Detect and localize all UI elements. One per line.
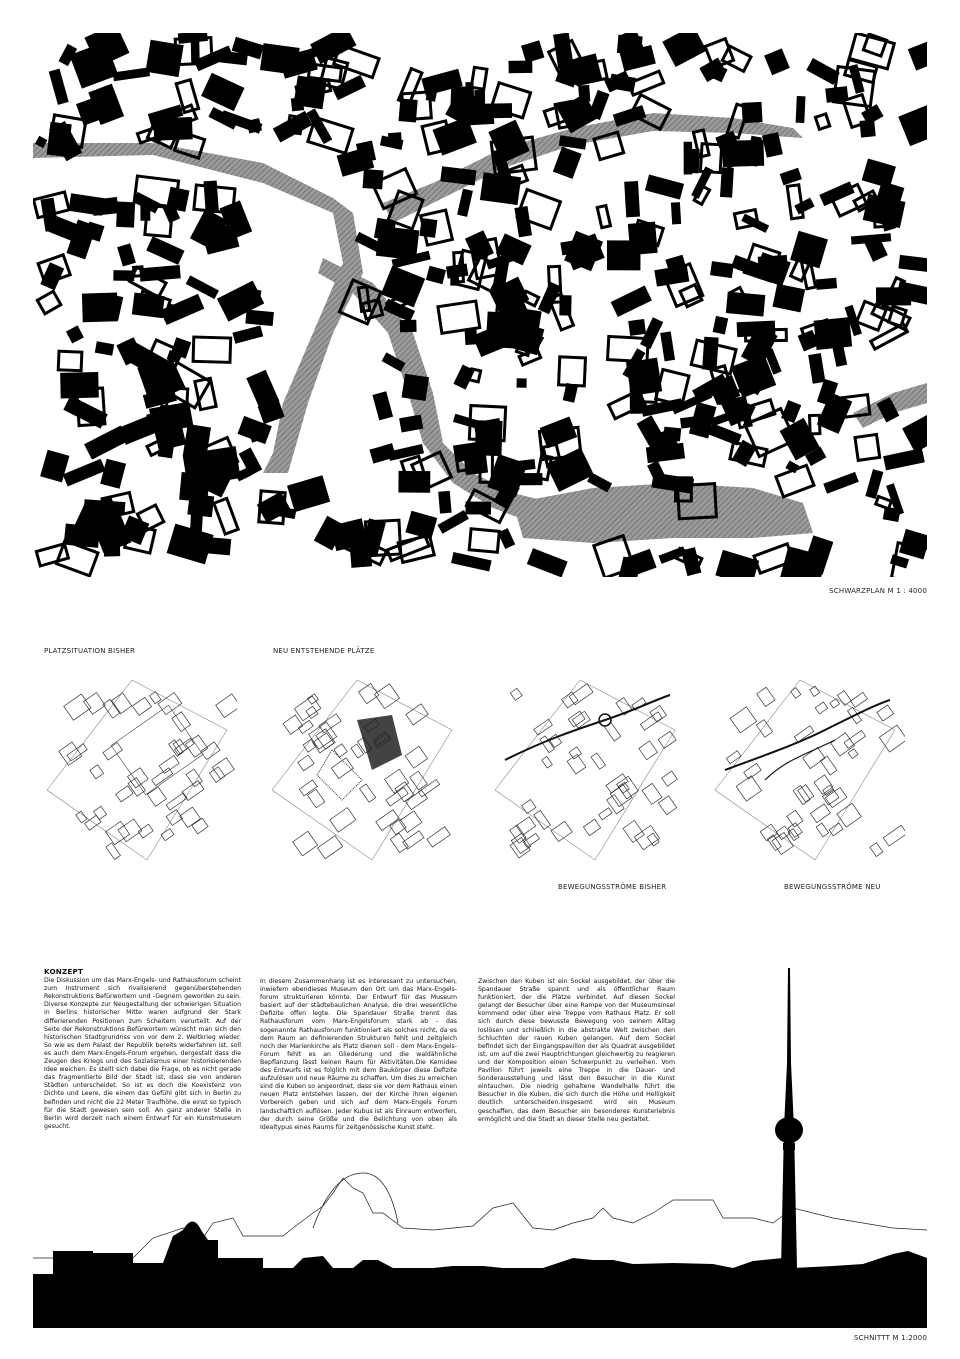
diagram-neu-entstehende-plaetze <box>262 660 462 880</box>
label-platzsituation-bisher: PLATZSITUATION BISHER <box>44 647 136 655</box>
section-caption: SCHNITTT M 1:2000 <box>854 1334 927 1342</box>
label-bewegungsstroeme-neu: BEWEGUNGSSTRÖME NEU <box>784 883 881 891</box>
konzept-heading: KONZEPT <box>44 967 84 976</box>
diagram-bewegungsstroeme-neu <box>705 660 905 880</box>
paragraph-3: Zwischen den Kuben ist ein Sockel ausgebildet, der über die Spandauer Straße spannt und als öffentlicher Raum funktioniert, der die Plätze verbindet. Auf diesen Sockel gelangt der Besucher über eine Rampe von der Museumsinsel kommend oder über eine Treppe vom Rathaus Platz. Er soll sich durch diese bewusste Bewegung von seinem Alltag loslösen und schließlich in die abstrakte Welt zwischen den Schluchten der rauen Kuben gelangen. Auf dem Sockel befindet sich der Eingangspavillon der als Quadrat ausgebildet ist, um auf die zwei Hauptrichtungen gleichwertig zu reagieren und der Komposition einen Schwerpunkt zu verleihen. Vom Pavillon führt jeweils eine Treppe in die Dauer- und Sonderausstellung und lässt den Besucher in die Kunst eintauchen. Die niedrig gehaltene Wandelhalle führt die Besucher in die Kuben, die sich durch die Höhe und Helligkeit deutlich unterscheiden.Insgesamt wird ein Museum geschaffen, das dem Besucher ein besonderes Kunsterlebnis ermöglicht und die Stadt an dieser Stelle neu gestaltet. <box>478 978 675 1123</box>
paragraph-2: In diesem Zusammenhang ist es interessant zu untersuchen, inwiefern ebendieses Museum den Ort um das Marx-Engels-forum strukturieren könnte. Der Entwurf für das Museum basiert auf der städtebaulichen Analyse, die drei wesentliche Defizite offen legte. Die Spandauer Straße trennt das Rathausforum vom Marx-Engelsforum stark ab - das sogenannte Rathausforum funktioniert als solches nicht, da es dem Raum an definierenden Strukturen fehlt und zeitgleich noch der Marienkirche als Platz dienen soll - dem Marx-Engels-Forum fehlt es an Gliederung und die waldähnliche Bepflanzung lässt keinen Raum für Aktivitäten.Die Kernidee des Entwurfs ist es folglich mit dem Baukörper diese Defizite aufzulösen und neue Räume zu schaffen. Um dies zu erreichen sind die Kuben so angeordnet, dass sie vor dem Rathaus einen neuen Platz entstehen lassen, der der Kirche ihren eigenen Vorbereich geben und sich auf dem Marx-Engels Forum landschaftlich auflösen. Jeder Kubus ist als Einraum entworfen, der durch seine Größe und die Belichtung von oben als Idealtypus eines Raums für zeitgenössische Kunst steht. <box>260 978 457 1131</box>
label-neu-entstehende-plaetze: NEU ENTSTEHENDE PLÄTZE <box>273 647 375 655</box>
diagram-bewegungsstroeme-bisher <box>485 660 685 880</box>
skyline-section <box>33 968 927 1328</box>
schwarzplan-figure-ground-map <box>33 33 927 577</box>
label-bewegungsstroeme-bisher: BEWEGUNGSSTRÖME BISHER <box>558 883 667 891</box>
paragraph-1: Die Diskussion um das Marx-Engels- und Rathausforum scheint zum Instrument sich rivalisierend gegenüberstehenden Rekonstruktions Befürwortern und -Gegnern geworden zu sein. Diverse Konzepte zur Neugestaltung der schwierigen Situation in Berlins historischer Mitte waren aufgrund der Stark differierenden Positionen zum Scheitern verurteilt. Auf der Seite der Rekonstruktions Befürwortern wünscht man sich den historischen Stadtgrundriss von vor dem 2. Weltkrieg wieder. So wie es dem Palast der Republik bereits widerfahren ist, soll es auch dem Marx-Engels-Forum ergehen, dergestalt dass die Zeugen des Kriegs und des Sozialismus einer historisierenden Idee weichen. Es stellt sich dabei die Frage, ob es nicht gerade das fragmentierte Bild der Stadt ist, dass sie von anderen Städten unterscheidet. So ist es doch die Koexistenz von Dichte und Leere, die einem das Gefühl gibt sich in Berlin zu befinden und nicht die 22 Meter Traufhöhe, die einst so typisch für die Stadt gewesen sein soll. An ganz anderer Stelle in Berlin wird derzeit nach einem Entwurf für ein Kunstmuseum gesucht. <box>44 977 241 1130</box>
diagram-platzsituation-bisher <box>37 660 237 880</box>
plan-caption: SCHWARZPLAN M 1 : 4000 <box>829 587 927 595</box>
